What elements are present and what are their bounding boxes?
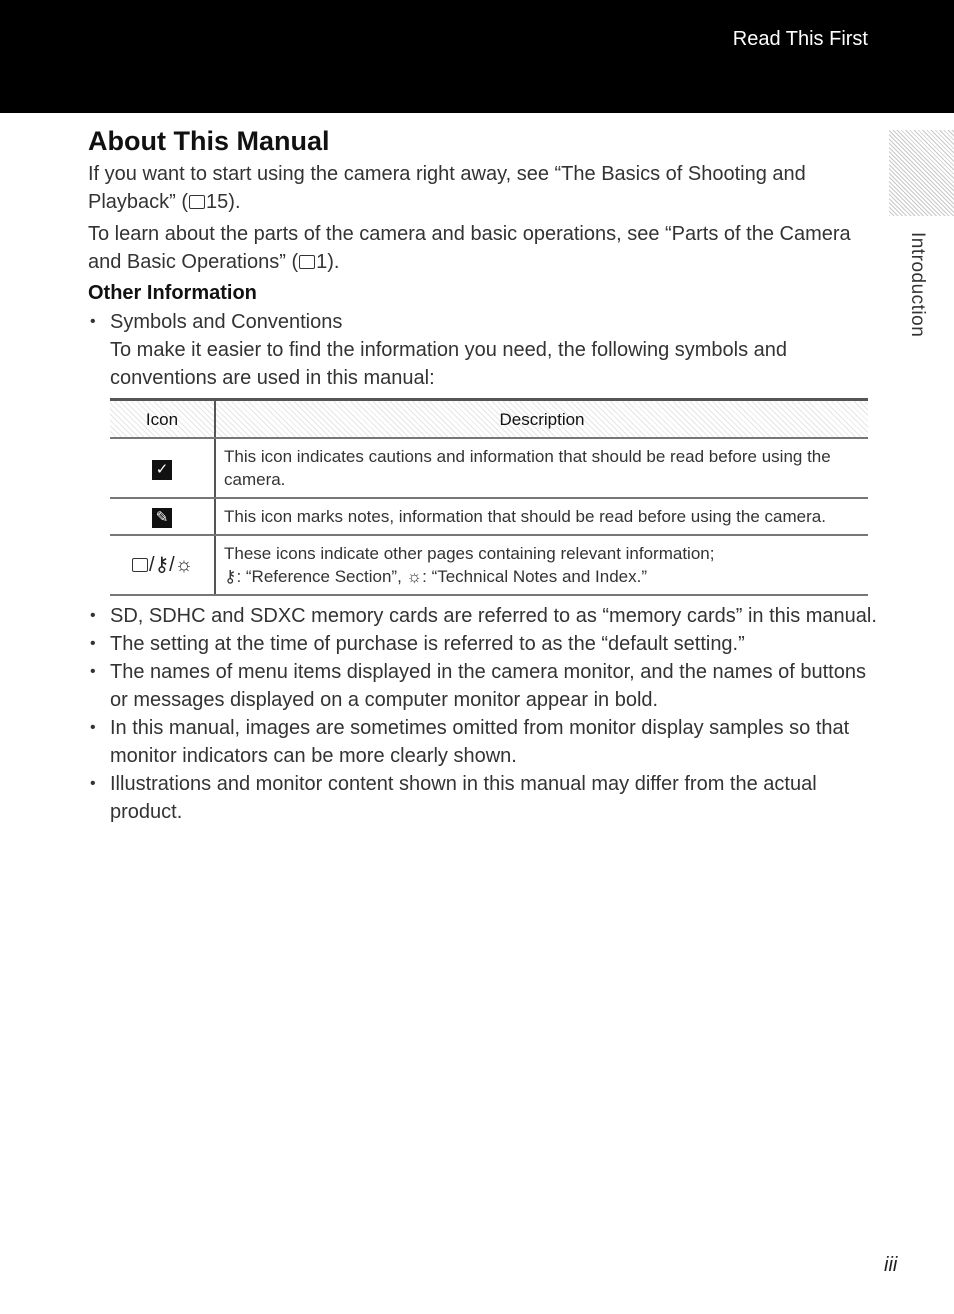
header-bar bbox=[0, 0, 954, 113]
intro-paragraph-2 bbox=[88, 220, 878, 276]
technical-notes-icon: ☼ bbox=[406, 567, 423, 586]
book-reference-icon bbox=[132, 558, 148, 572]
book-reference-icon bbox=[299, 255, 315, 269]
page-reference-icons: /⚷/☼ bbox=[131, 554, 193, 576]
book-reference-icon bbox=[189, 195, 205, 209]
list-item: • The names of menu items displayed in the camera monitor, and the names of buttons or messages displayed on a computer monitor appear in bold. bbox=[88, 658, 878, 714]
para2-text-end: ). bbox=[327, 251, 340, 273]
technical-notes-icon: ☼ bbox=[174, 553, 194, 576]
icon-column-header: Icon bbox=[110, 400, 215, 439]
symbols-table bbox=[110, 398, 868, 596]
list-item: • The setting at the time of purchase is referred to as the “default setting.” bbox=[88, 630, 878, 658]
caution-icon-cell bbox=[110, 438, 215, 498]
side-tab-marker bbox=[889, 130, 954, 216]
page-number: iii bbox=[884, 1254, 898, 1276]
note-icon-cell bbox=[110, 498, 215, 535]
caution-icon: ✓ bbox=[152, 460, 172, 480]
page-reference-line1: These icons indicate other pages containing relevant information; bbox=[224, 544, 715, 563]
reference-section-icon: ⚷ bbox=[154, 553, 170, 576]
table-row bbox=[110, 498, 868, 535]
notes-list bbox=[88, 602, 878, 826]
page-reference-description bbox=[215, 535, 868, 595]
list-item: • In this manual, images are sometimes omitted from monitor display samples so that monitor indicators can be more clearly shown. bbox=[88, 714, 878, 770]
para1-text: If you want to start using the camera right away, see “The Basics of Shooting and Playback” ( bbox=[88, 163, 806, 213]
reference-section-label: : “Reference Section”, bbox=[236, 567, 407, 586]
list-item: • Illustrations and monitor content shown in this manual may differ from the actual product. bbox=[88, 770, 878, 826]
caution-description: This icon indicates cautions and information that should be read before using the camera. bbox=[215, 438, 868, 498]
para2-page-ref: 1 bbox=[316, 251, 328, 273]
para1-page-ref: 15 bbox=[206, 191, 229, 213]
table-row bbox=[110, 535, 868, 595]
section-title: Other Information bbox=[88, 282, 257, 304]
note-description: This icon marks notes, information that should be read before using the camera. bbox=[215, 498, 868, 535]
technical-notes-label: : “Technical Notes and Index.” bbox=[422, 567, 648, 586]
para2-text: To learn about the parts of the camera and basic operations, see “Parts of the Camera and Basic Operations” ( bbox=[88, 223, 851, 273]
page-reference-icon-cell bbox=[110, 535, 215, 595]
table-header-row bbox=[110, 400, 868, 439]
intro-paragraph-1 bbox=[88, 160, 878, 216]
description-column-header: Description bbox=[215, 400, 868, 439]
side-tab-label: Introduction bbox=[907, 232, 928, 338]
reference-section-icon: ⚷ bbox=[224, 567, 237, 586]
page-title: About This Manual bbox=[88, 126, 330, 156]
symbols-intro: To make it easier to find the information you need, the following symbols and conventions are used in this manual: bbox=[110, 339, 788, 389]
main-content bbox=[88, 124, 878, 826]
symbols-bullet: • Symbols and Conventions bbox=[88, 308, 878, 336]
table-row bbox=[110, 438, 868, 498]
para1-text-end: ). bbox=[228, 191, 241, 213]
header-title: Read This First bbox=[732, 28, 868, 50]
note-icon: ✎ bbox=[152, 508, 172, 528]
list-item: • SD, SDHC and SDXC memory cards are referred to as “memory cards” in this manual. bbox=[88, 602, 878, 630]
